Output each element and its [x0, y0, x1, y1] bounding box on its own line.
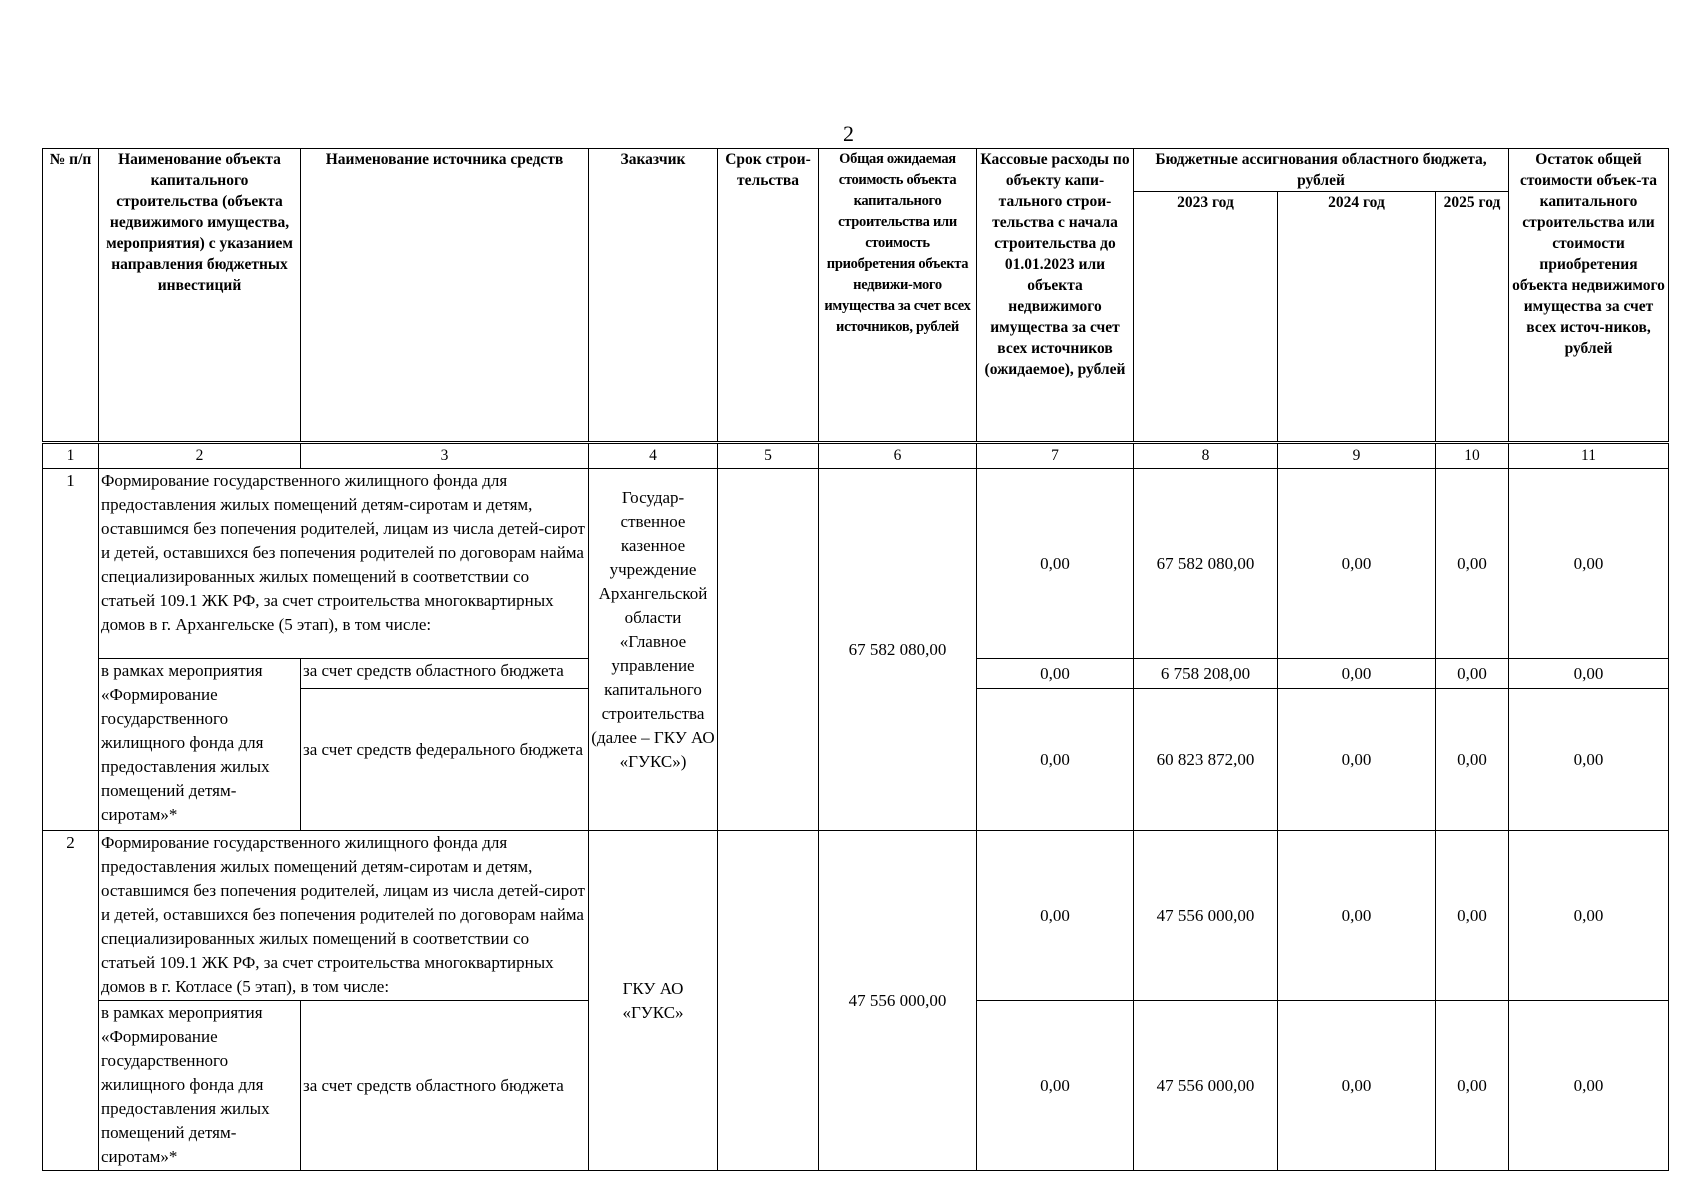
- header-col-2025: 2025 год: [1436, 192, 1509, 443]
- header-group-budget: Бюджетные ассигнования областного бюджета, рублей: [1134, 149, 1509, 192]
- budget-2024-cell: 0,00: [1278, 689, 1436, 831]
- column-number: 6: [819, 443, 977, 469]
- source-cell: за счет средств областного бюджета: [301, 659, 589, 689]
- budget-2025-cell: 0,00: [1436, 831, 1509, 1001]
- budget-2025-cell: 0,00: [1436, 1001, 1509, 1171]
- budget-2023-cell: 67 582 080,00: [1134, 469, 1278, 659]
- header-col-cash-expenses: Кассовые расходы по объекту капи-тального строи-тельства с начала строительства до 01.01.2023 или объекта недвижимого имущества за счет всех источников (ожидаемое), рублей: [977, 149, 1134, 443]
- header-col-customer: Заказчик: [589, 149, 718, 443]
- budget-2023-cell: 6 758 208,00: [1134, 659, 1278, 689]
- budget-2023-cell: 60 823 872,00: [1134, 689, 1278, 831]
- term-cell: [718, 469, 819, 831]
- column-number: 10: [1436, 443, 1509, 469]
- page-number: 2: [843, 121, 854, 146]
- column-number: 11: [1509, 443, 1669, 469]
- remainder-cell: 0,00: [1509, 689, 1669, 831]
- column-number: 4: [589, 443, 718, 469]
- term-cell: [718, 831, 819, 1171]
- header-col-index: № п/п: [43, 149, 99, 443]
- column-number: 7: [977, 443, 1134, 469]
- remainder-cell: 0,00: [1509, 831, 1669, 1001]
- budget-2025-cell: 0,00: [1436, 689, 1509, 831]
- remainder-cell: 0,00: [1509, 469, 1669, 659]
- budget-2024-cell: 0,00: [1278, 1001, 1436, 1171]
- header-col-object-name: Наименование объекта капитального строительства (объекта недвижимого имущества, мероприятия) с указанием направления бюджетных инвестиций: [99, 149, 301, 443]
- header-col-term: Срок строи-тельства: [718, 149, 819, 443]
- source-cell: за счет средств федерального бюджета: [301, 689, 589, 831]
- budget-investment-table: [42, 148, 1669, 1171]
- remainder-cell: 0,00: [1509, 1001, 1669, 1171]
- budget-2023-cell: 47 556 000,00: [1134, 831, 1278, 1001]
- cash-expenses-cell: 0,00: [977, 831, 1134, 1001]
- cash-expenses-cell: 0,00: [977, 659, 1134, 689]
- header-col-remainder: Остаток общей стоимости объек-та капитального строительства или стоимости приобретения объекта недвижимого имущества за счет всех источ-ников, рублей: [1509, 149, 1669, 443]
- object-title: Формирование государственного жилищного фонда для предоставления жилых помещений детям-сиротам и детям, оставшимся без попечения родителей, лицам из числа детей-сирот и детей, оставшихся без попечения родителей по договорам найма специализированных жилых помещений в соответствии со статьей 109.1 ЖК РФ, за счет строительства многоквартирных домов в г. Архангельске (5 этап), в том числе:: [99, 469, 589, 659]
- budget-2023-cell: 47 556 000,00: [1134, 1001, 1278, 1171]
- table-row: [43, 831, 1669, 1001]
- column-number-row: [43, 443, 1669, 469]
- column-number: 5: [718, 443, 819, 469]
- header-col-2024: 2024 год: [1278, 192, 1436, 443]
- budget-2024-cell: 0,00: [1278, 659, 1436, 689]
- budget-2024-cell: 0,00: [1278, 831, 1436, 1001]
- column-number: 9: [1278, 443, 1436, 469]
- source-cell: за счет средств областного бюджета: [301, 1001, 589, 1171]
- customer-cell: ГКУ АО «ГУКС»: [589, 831, 718, 1171]
- cash-expenses-cell: 0,00: [977, 689, 1134, 831]
- total-cost-cell: 67 582 080,00: [819, 469, 977, 831]
- row-index: 1: [43, 469, 99, 831]
- table-row: [43, 469, 1669, 659]
- object-title: Формирование государственного жилищного фонда для предоставления жилых помещений детям-сиротам и детям, оставшимся без попечения родителей, лицам из числа детей-сирот и детей, оставшихся без попечения родителей по договорам найма специализированных жилых помещений в соответствии со статьей 109.1 ЖК РФ, за счет строительства многоквартирных домов в г. Котласе (5 этап), в том числе:: [99, 831, 589, 1001]
- column-number: 8: [1134, 443, 1278, 469]
- remainder-cell: 0,00: [1509, 659, 1669, 689]
- customer-cell: Государ-ственное казенное учреждение Архангельской области «Главное управление капитального строительства (далее – ГКУ АО «ГУКС»): [589, 469, 718, 831]
- sub-event-title: в рамках мероприятия «Формирование государственного жилищного фонда для предоставления жилых помещений детям-сиротам»*: [99, 1001, 301, 1171]
- budget-2025-cell: 0,00: [1436, 469, 1509, 659]
- cash-expenses-cell: 0,00: [977, 1001, 1134, 1171]
- header-col-total-cost: Общая ожидаемая стоимость объекта капитального строительства или стоимость приобретения объекта недвижи-мого имущества за счет всех источников, рублей: [819, 149, 977, 443]
- column-number: 3: [301, 443, 589, 469]
- sub-event-title: в рамках мероприятия «Формирование государственного жилищного фонда для предоставления жилых помещений детям-сиротам»*: [99, 659, 301, 831]
- cash-expenses-cell: 0,00: [977, 469, 1134, 659]
- budget-2024-cell: 0,00: [1278, 469, 1436, 659]
- total-cost-cell: 47 556 000,00: [819, 831, 977, 1171]
- header-col-2023: 2023 год: [1134, 192, 1278, 443]
- column-number: 1: [43, 443, 99, 469]
- column-number: 2: [99, 443, 301, 469]
- budget-2025-cell: 0,00: [1436, 659, 1509, 689]
- row-index: 2: [43, 831, 99, 1171]
- header-col-source: Наименование источника средств: [301, 149, 589, 443]
